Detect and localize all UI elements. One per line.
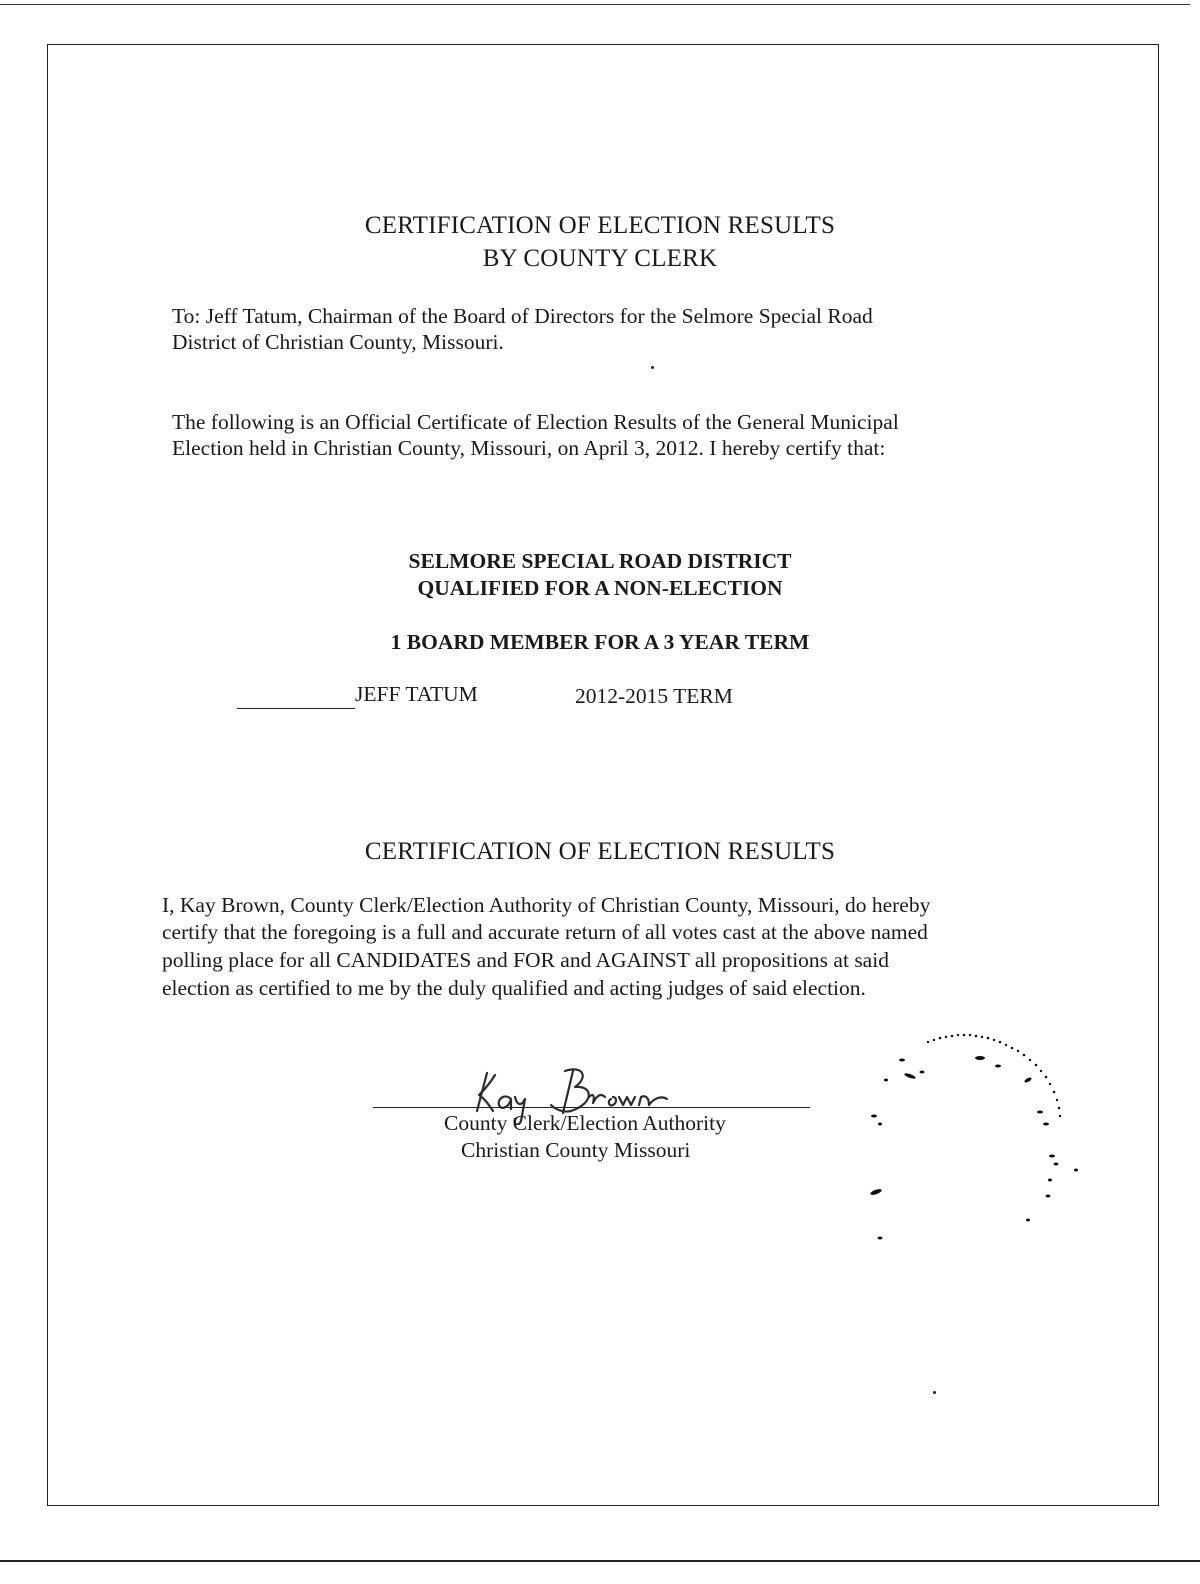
certification-line-3: polling place for all CANDIDATES and FOR and AGAINST all propositions at said — [162, 948, 889, 972]
intro-line-2: Election held in Christian County, Missouri, on April 3, 2012. I hereby certify that: — [172, 436, 886, 460]
district-status: QUALIFIED FOR A NON-ELECTION — [417, 576, 783, 600]
scan-edge-bottom — [0, 1560, 1200, 1562]
certification-line-1: I, Kay Brown, County Clerk/Election Authority of Christian County, Missouri, do hereby — [162, 893, 931, 917]
district-name: SELMORE SPECIAL ROAD DISTRICT — [408, 549, 792, 573]
addressee-line-1: To: Jeff Tatum, Chairman of the Board of Directors for the Selmore Special Road — [172, 304, 873, 328]
document-title: CERTIFICATION OF ELECTION RESULTS — [364, 212, 836, 239]
office-heading: 1 BOARD MEMBER FOR A 3 YEAR TERM — [390, 630, 810, 654]
signer-title: County Clerk/Election Authority — [444, 1111, 726, 1135]
signer-location: Christian County Missouri — [461, 1138, 691, 1162]
certification-line-4: election as certified to me by the duly qualified and acting judges of said election. — [162, 976, 866, 1000]
candidate-name: JEFF TATUM — [355, 682, 478, 706]
document-subtitle: BY COUNTY CLERK — [482, 245, 718, 272]
section-title: CERTIFICATION OF ELECTION RESULTS — [364, 838, 836, 865]
signature-line — [373, 1107, 810, 1108]
certification-line-2: certify that the foregoing is a full and accurate return of all votes cast at the above named — [162, 920, 928, 944]
scan-speck — [651, 366, 654, 369]
county-seal-impression — [850, 1020, 1110, 1260]
addressee-line-2: District of Christian County, Missouri. — [172, 330, 504, 354]
scan-edge-top — [0, 4, 1190, 5]
vote-blank-line — [237, 708, 355, 709]
scan-speck — [933, 1391, 936, 1394]
intro-line-1: The following is an Official Certificate of Election Results of the General Municipal — [172, 410, 899, 434]
candidate-term: 2012-2015 TERM — [575, 684, 733, 708]
